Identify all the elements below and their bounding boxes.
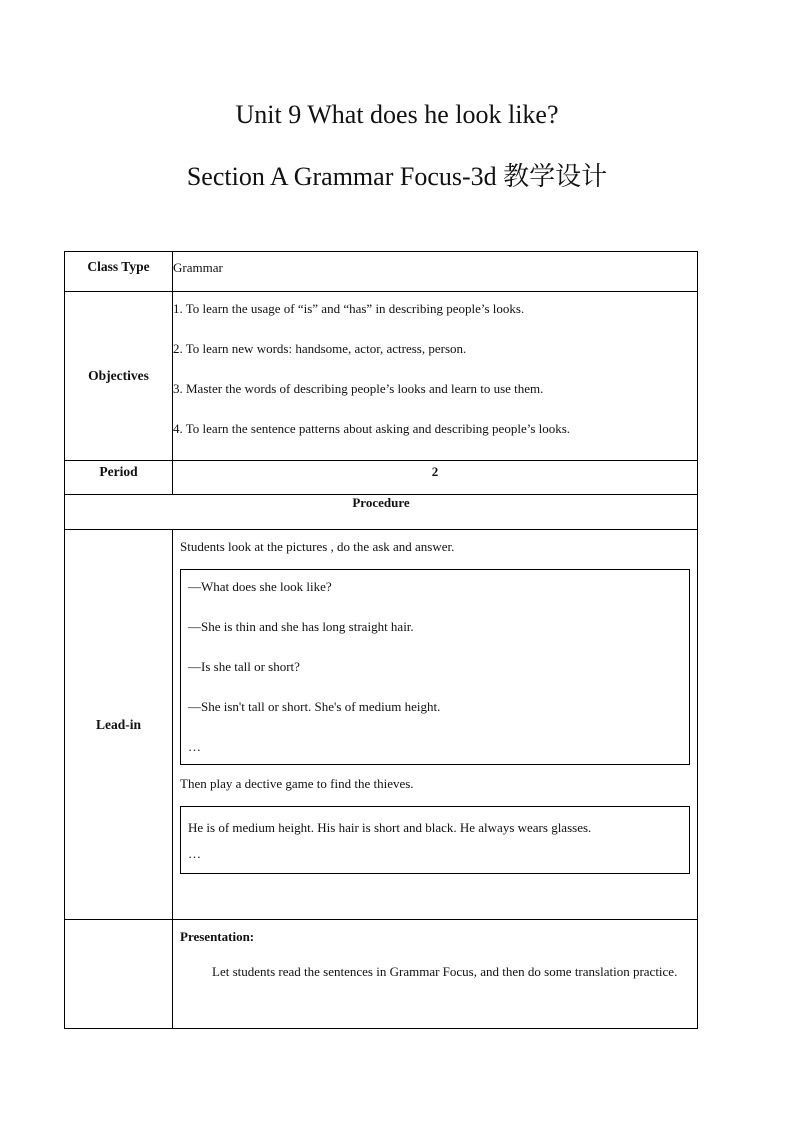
dialogue-line: … [188, 739, 201, 754]
document-subtitle: Section A Grammar Focus-3d 教学设计 [186, 162, 608, 191]
period-label: Period [65, 461, 173, 495]
presentation-heading: Presentation: [180, 929, 255, 944]
game-ellipsis: … [188, 846, 201, 861]
class-type-value: Grammar [173, 252, 698, 292]
lead-in-cell [173, 530, 698, 920]
game-box [180, 806, 690, 874]
document-title: Unit 9 What does he look like? [235, 100, 559, 129]
presentation-row [65, 920, 698, 1029]
objectives-label: Objectives [65, 292, 173, 461]
lead-in-label: Lead-in [65, 530, 173, 920]
lead-in-row [65, 530, 698, 920]
dialogue-box [180, 569, 690, 765]
presentation-cell [173, 920, 698, 1029]
procedure-row [65, 495, 698, 530]
dialogue-line: —She isn't tall or short. She's of medium height. [188, 699, 441, 714]
dialogue-line: —What does she look like? [188, 579, 332, 594]
period-value: 2 [173, 461, 698, 495]
period-row [65, 461, 698, 495]
objectives-cell [173, 292, 698, 461]
lead-in-then: Then play a dective game to find the thieves. [180, 776, 414, 791]
objective-item: 4. To learn the sentence patterns about asking and describing people’s looks. [173, 421, 571, 436]
presentation-label-empty [65, 920, 173, 1029]
class-type-label: Class Type [65, 252, 173, 292]
objective-item: 2. To learn new words: handsome, actor, actress, person. [173, 341, 467, 356]
dialogue-line: —She is thin and she has long straight hair. [188, 619, 414, 634]
objective-item: 3. Master the words of describing people’s looks and learn to use them. [173, 381, 544, 396]
procedure-heading: Procedure [65, 495, 698, 530]
lesson-plan-table [64, 251, 698, 1029]
objective-item: 1. To learn the usage of “is” and “has” in describing people’s looks. [173, 301, 525, 316]
lead-in-intro: Students look at the pictures , do the ask and answer. [180, 539, 455, 554]
game-description: He is of medium height. His hair is short and black. He always wears glasses. [188, 820, 592, 835]
presentation-body: Let students read the sentences in Grammar Focus, and then do some translation practice. [212, 964, 678, 979]
objectives-row [65, 292, 698, 461]
dialogue-line: —Is she tall or short? [188, 659, 300, 674]
class-type-row [65, 252, 698, 292]
